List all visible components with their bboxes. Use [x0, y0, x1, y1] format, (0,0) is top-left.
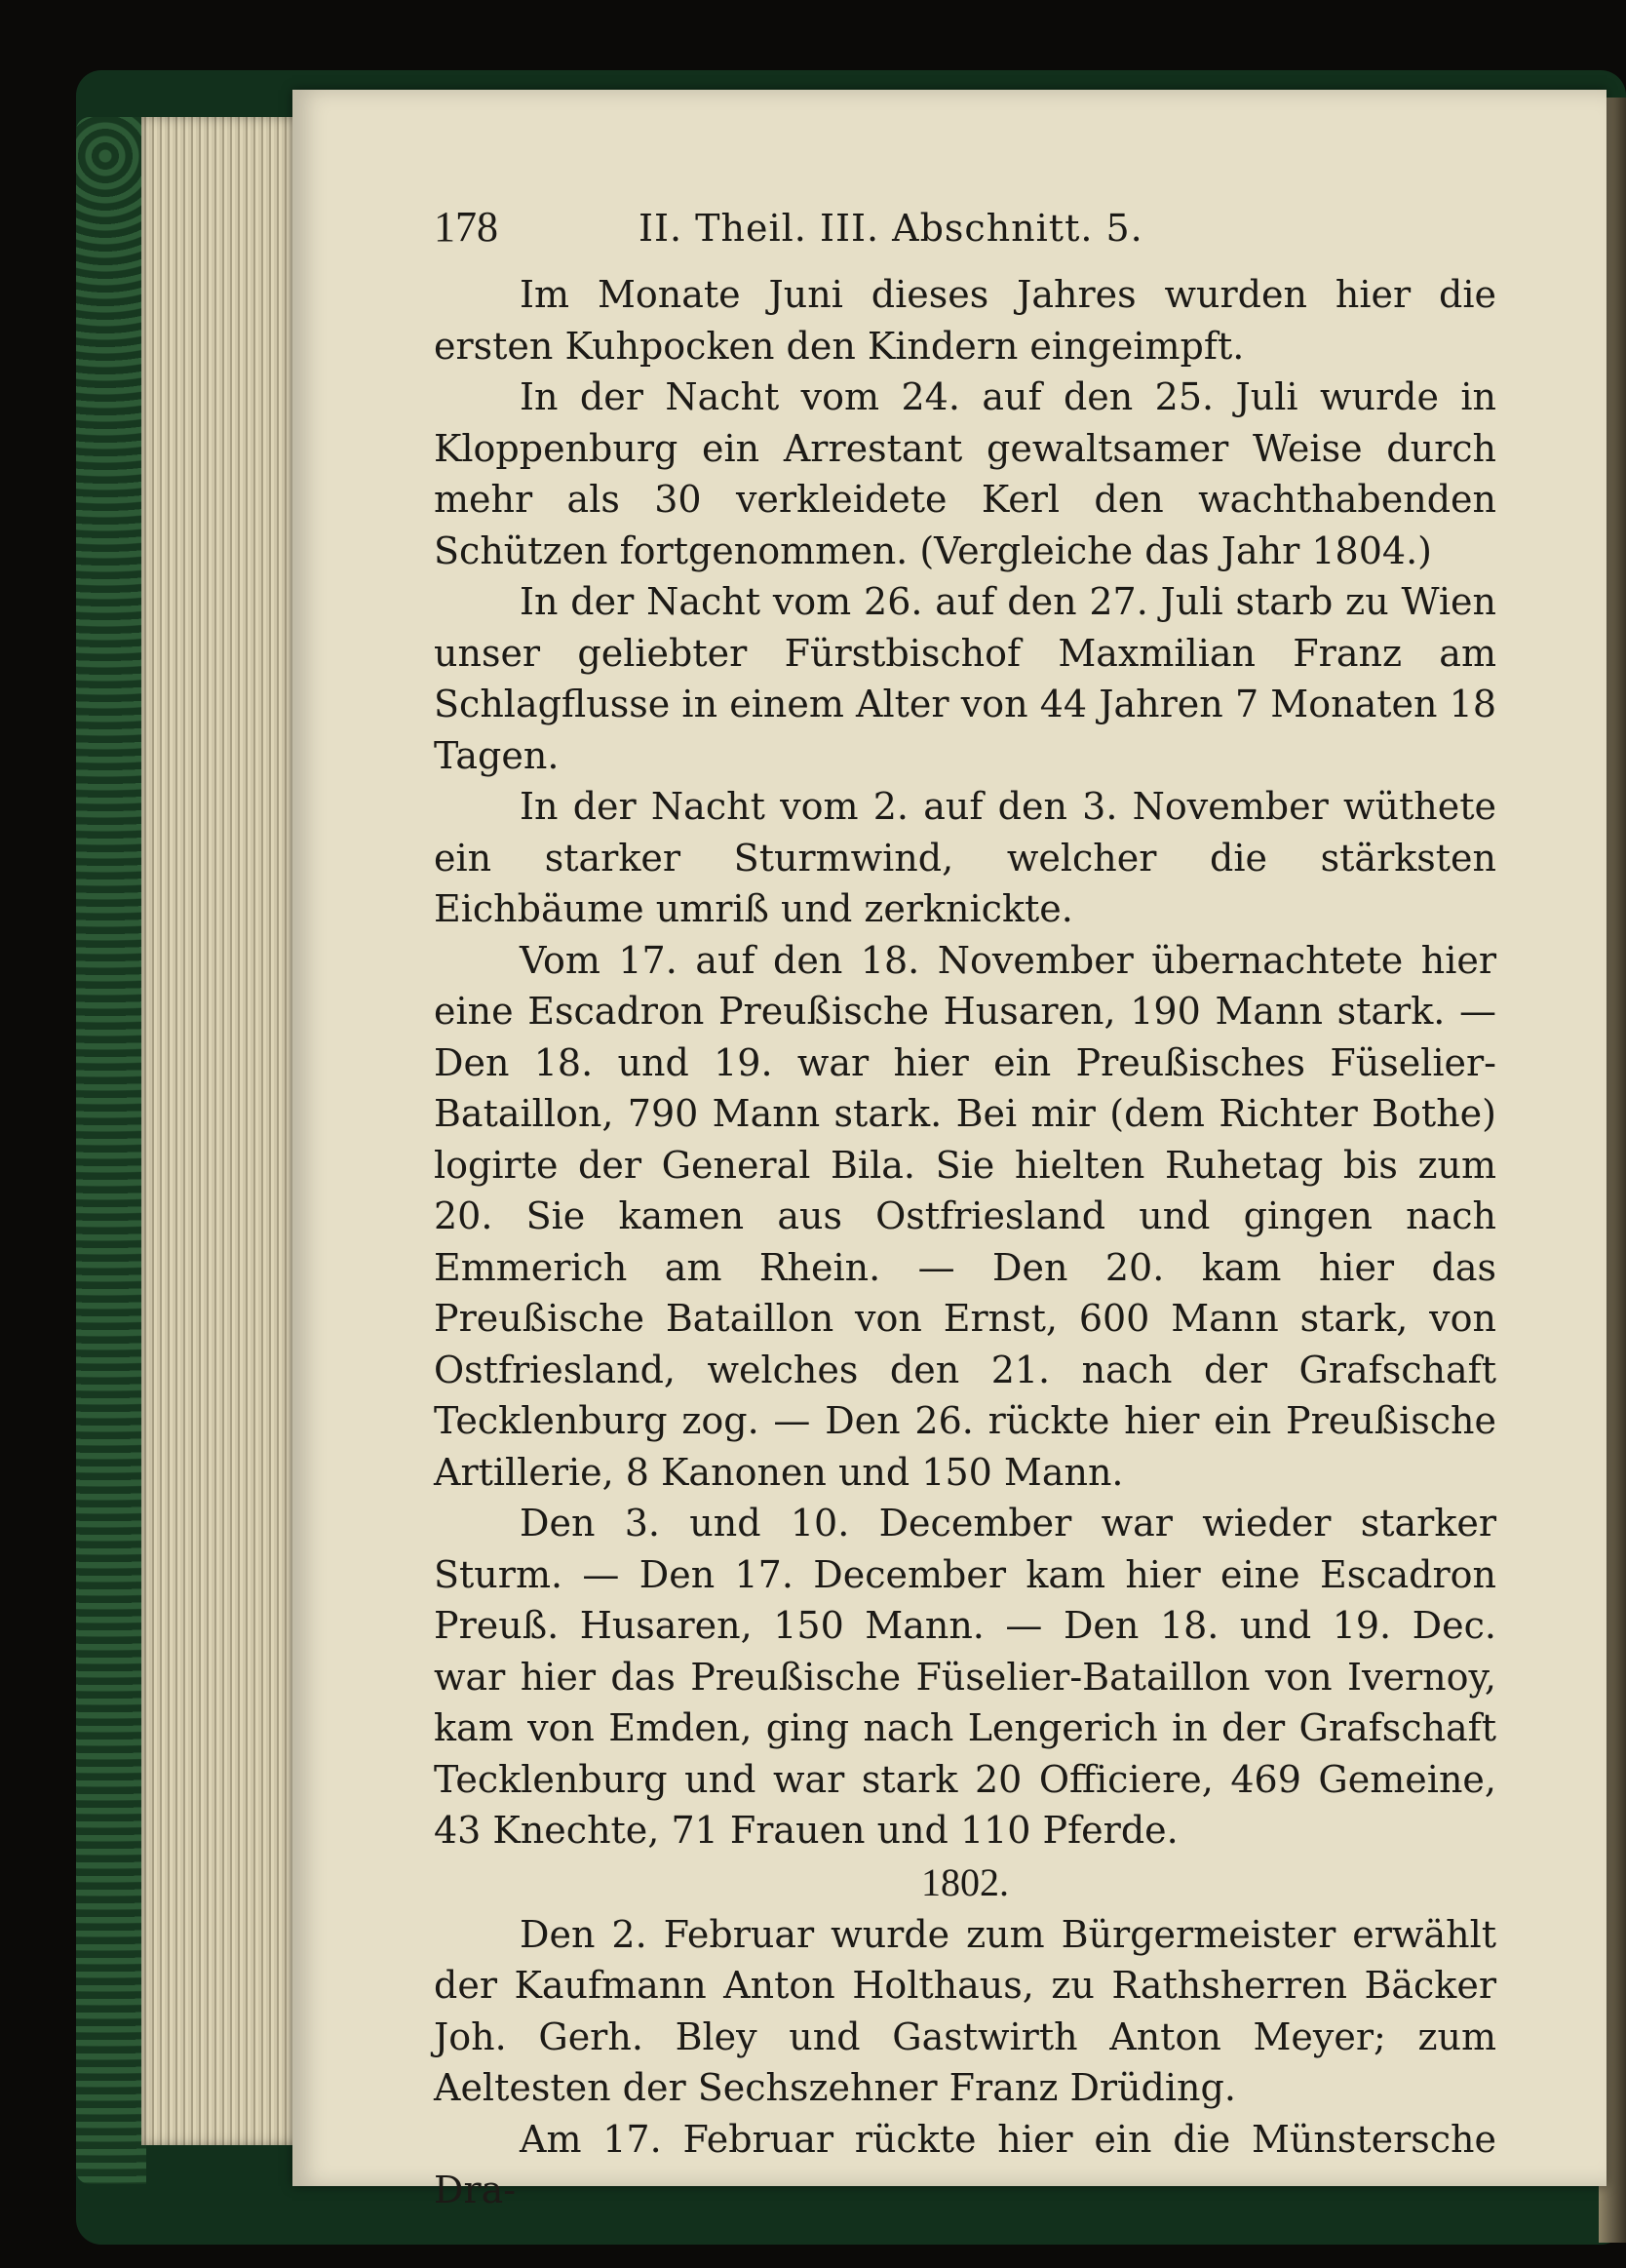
paragraph-kuhpocken: Im Monate Juni dieses Jahres wurden hier die ersten Kuhpocken den Kindern eingeimpft. [434, 273, 1496, 368]
book-page [292, 90, 1607, 2211]
running-head [434, 202, 1496, 252]
paragraph-sturmwind: In der Nacht vom 2. auf den 3. November wüthete ein starker Sturmwind, welcher die stärksten Eichbäume umriß und zerknickte. [434, 785, 1496, 930]
paragraph-november-troops: Vom 17. auf den 18. November übernachtete hier eine Escadron Preußische Husaren, 190 Mann stark. — Den 18. und 19. war hier ein Preußisches Füselier-Bataillon, 790 Mann stark. Bei mir (dem Richter Bothe) logirte der General Bila. Sie hielten Ruhetag bis zum 20. Sie kamen aus Ostfriesland und gingen nach Emmerich am Rhein. — Den 20. kam hier das Preußische Bataillon von Ernst, 600 Mann stark, von Ostfriesland, welches den 21. nach der Grafschaft Tecklenburg zog. — Den 26. rückte hier ein Preußische Artillerie, 8 Kanonen und 150 Mann. [434, 938, 1496, 1494]
book-spine [76, 117, 146, 2184]
paragraph-kloppenburg: In der Nacht vom 24. auf den 25. Juli wurde in Kloppenburg ein Arrestant gewaltsamer Weise durch mehr als 30 verkleidete Kerl den wachthabenden Schützen fortgenommen. (Vergleiche das Jahr 1804.) [434, 375, 1496, 572]
paragraph-buergermeister: Den 2. Februar wurde zum Bürgermeister erwählt der Kaufmann Anton Holthaus, zu Rathsherren Bäcker Joh. Gerh. Bley und Gastwirth Anton Meyer; zum Aeltesten der Sechszehner Franz Drüding. [434, 1912, 1496, 2109]
page-text [434, 202, 1496, 2216]
paragraph-februar: Am 17. Februar rückte hier ein die Münstersche Dra- [434, 2117, 1496, 2211]
paragraph-fuerstbischof: In der Nacht vom 26. auf den 27. Juli starb zu Wien unser geliebter Fürstbischof Maxmilian Franz am Schlagflusse in einem Alter von 44 Jahren 7 Monaten 18 Tagen. [434, 580, 1496, 777]
paragraph-december: Den 3. und 10. December war wieder starker Sturm. — Den 17. December kam hier eine Escadron Preuß. Husaren, 150 Mann. — Den 18. und 19. Dec. war hier das Preußische Füselier-Bataillon von Ivernoy, kam von Emden, ging nach Lengerich in der Grafschaft Tecklenburg und war stark 20 Officiere, 469 Gemeine, 43 Knechte, 71 Frauen und 110 Pferde. [434, 1502, 1496, 1852]
year-heading: 1802. [921, 1859, 1009, 1904]
page-number: 178 [434, 203, 498, 251]
chapter-header: II. Theil. III. Abschnitt. 5. [639, 207, 1143, 250]
